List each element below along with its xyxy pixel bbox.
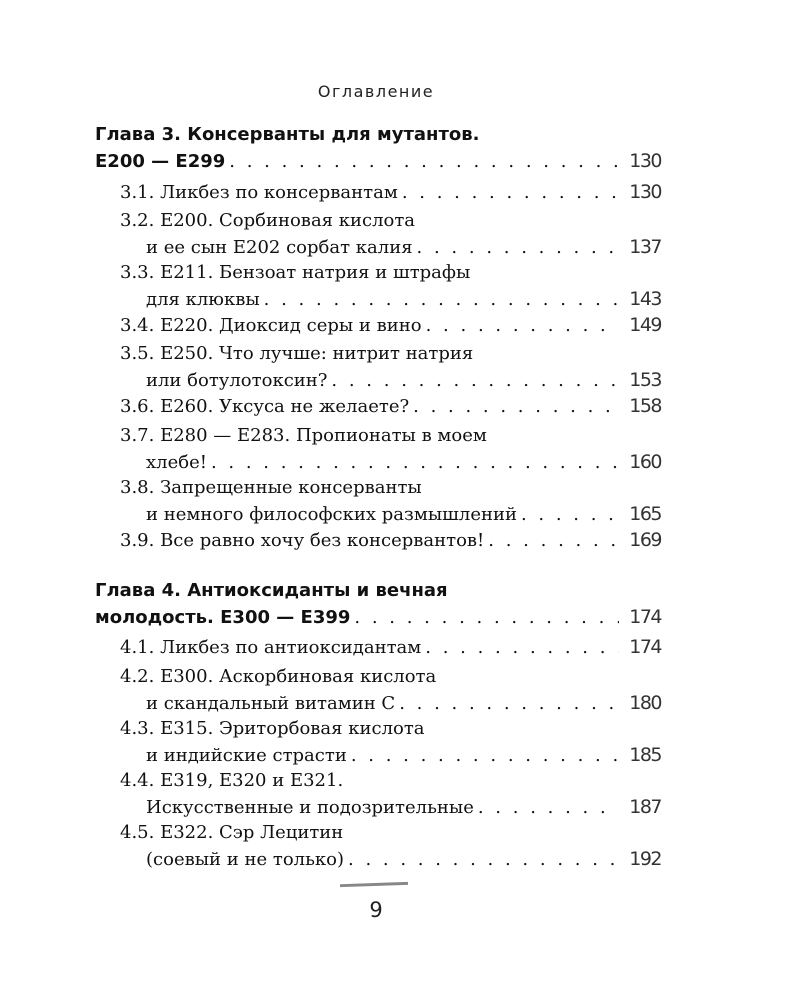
- entry-title: 3.1. Ликбез по консервантам: [120, 182, 398, 203]
- entry-title: 4.2. E300. Аскорбиновая кислота: [120, 666, 437, 687]
- page-ref: 192: [629, 848, 661, 870]
- running-head: Оглавление: [317, 82, 435, 101]
- chapter-heading-4[interactable]: [95, 578, 661, 630]
- dot-leader: [211, 450, 619, 476]
- dot-leader: [351, 743, 619, 769]
- page-ref: 160: [629, 451, 661, 473]
- page-ref: 143: [629, 288, 661, 310]
- dot-leader: [417, 235, 619, 261]
- dot-leader: [425, 635, 619, 661]
- toc-entry[interactable]: [120, 768, 661, 820]
- page-ref: 165: [629, 503, 661, 525]
- chapter-title: Глава 4. Антиоксиданты и вечная: [95, 580, 448, 601]
- dot-leader: [488, 528, 619, 554]
- entry-title: 3.5. E250. Что лучше: нитрит натрия: [120, 343, 474, 364]
- chapter-title: E200 — E299: [95, 151, 226, 172]
- entry-title: 4.3. E315. Эриторбовая кислота: [120, 718, 425, 739]
- page-ref: 187: [629, 796, 661, 818]
- toc-entry[interactable]: [120, 393, 661, 419]
- page-ref: 180: [629, 692, 661, 714]
- entry-title: 3.8. Запрещенные консерванты: [120, 477, 422, 498]
- entry-title: 3.2. E200. Сорбиновая кислота: [120, 210, 416, 231]
- entry-title: 4.1. Ликбез по антиоксидантам: [120, 637, 422, 658]
- dot-leader: [354, 605, 619, 631]
- entry-title: и индийские страсти: [146, 745, 347, 766]
- entry-title: Искусственные и подозрительные: [146, 797, 474, 818]
- entry-title: или ботулотоксин?: [146, 370, 328, 391]
- dot-leader: [478, 795, 619, 821]
- toc-entry[interactable]: [120, 260, 661, 312]
- page-ref: 169: [629, 529, 661, 551]
- toc-entry[interactable]: [120, 312, 661, 338]
- entry-title: 3.4. E220. Диоксид серы и вино: [120, 315, 422, 336]
- entry-title: 4.4. E319, E320 и E321.: [120, 770, 344, 791]
- entry-title: и немного философских размышлений: [146, 504, 517, 525]
- toc-entry[interactable]: [120, 341, 661, 393]
- page-ref: 149: [629, 314, 661, 336]
- dot-leader: [521, 502, 619, 528]
- entry-title: 3.3. E211. Бензоат натрия и штрафы: [120, 262, 471, 283]
- entry-title: 3.6. E260. Уксуса не желаете?: [120, 396, 410, 417]
- dot-leader: [331, 368, 619, 394]
- page-ref: 158: [629, 395, 661, 417]
- dot-leader: [402, 180, 619, 206]
- chapter-title: молодость. E300 — E399: [95, 607, 351, 628]
- toc-entry[interactable]: [120, 527, 661, 553]
- entry-title: и ее сын E202 сорбат калия: [146, 237, 413, 258]
- dot-leader: [399, 691, 619, 717]
- entry-title: 4.5. E322. Сэр Лецитин: [120, 822, 344, 843]
- toc-entry[interactable]: [120, 423, 661, 475]
- entry-title: и скандальный витамин C: [146, 693, 396, 714]
- toc-entry[interactable]: [120, 475, 661, 527]
- dot-leader: [348, 847, 619, 873]
- entry-title: 3.9. Все равно хочу без консервантов!: [120, 530, 485, 551]
- entry-title: хлебе!: [146, 452, 207, 473]
- entry-title: (соевый и не только): [146, 849, 344, 870]
- toc-entry[interactable]: [120, 208, 661, 260]
- page-ref: 130: [629, 181, 661, 203]
- entry-title: для клюквы: [146, 289, 260, 310]
- page-ref: 174: [629, 636, 661, 658]
- page-ref: 174: [629, 606, 661, 628]
- dot-leader: [229, 149, 619, 175]
- entry-title: 3.7. E280 — E283. Пропионаты в моем: [120, 425, 487, 446]
- toc-entry[interactable]: [120, 634, 661, 660]
- page-ref: 137: [629, 236, 661, 258]
- toc-entry[interactable]: [120, 664, 661, 716]
- dot-leader: [264, 287, 619, 313]
- chapter-title: Глава 3. Консерванты для мутантов.: [95, 124, 480, 145]
- page-number: 9: [369, 898, 383, 922]
- toc-entry[interactable]: [120, 820, 661, 872]
- page-ref: 153: [629, 369, 661, 391]
- dot-leader: [426, 313, 619, 339]
- page-ref: 130: [629, 150, 661, 172]
- chapter-heading-3[interactable]: [95, 122, 661, 174]
- dot-leader: [413, 394, 619, 420]
- toc-entry[interactable]: [120, 179, 661, 205]
- page-ref: 185: [629, 744, 661, 766]
- toc-entry[interactable]: [120, 716, 661, 768]
